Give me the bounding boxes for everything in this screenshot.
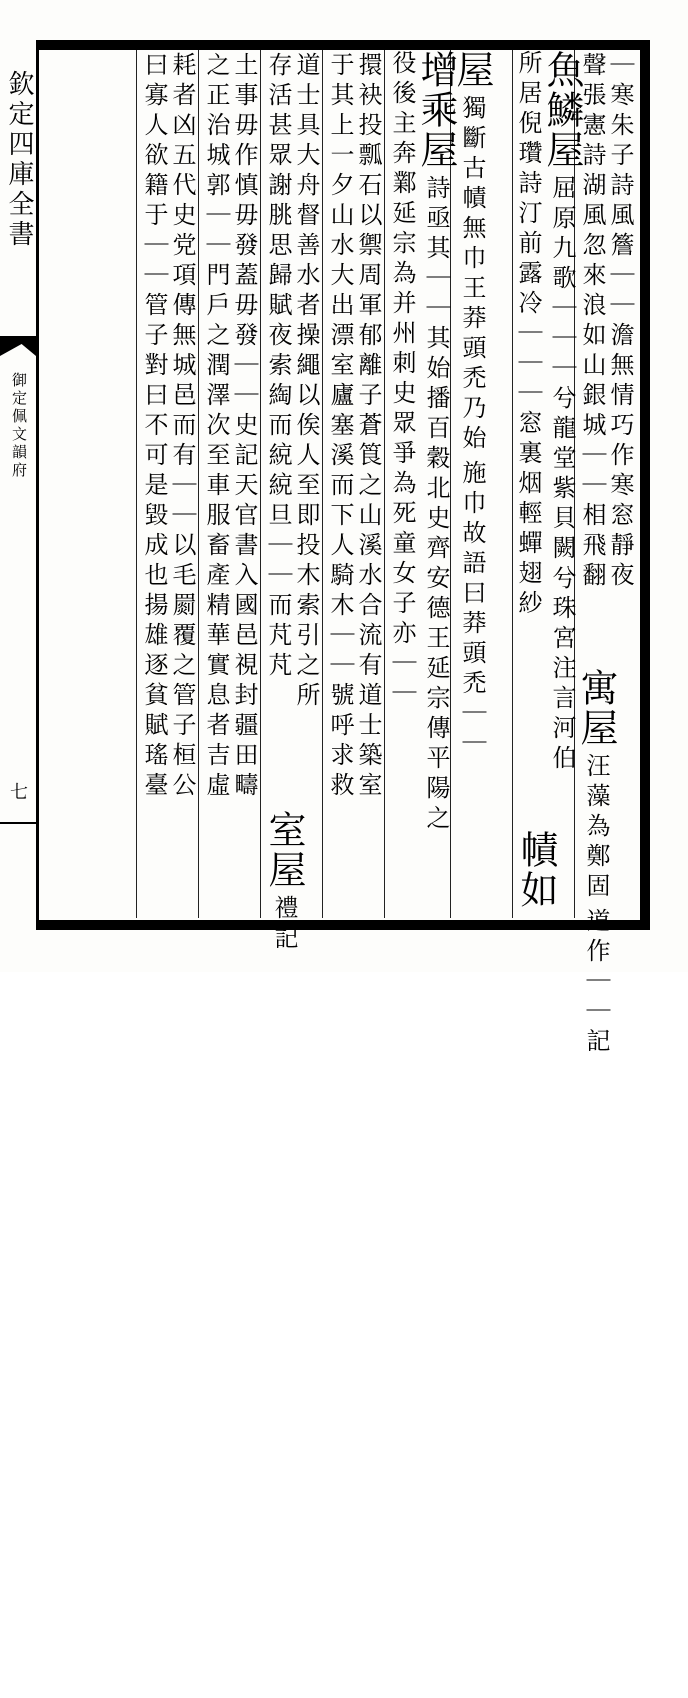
annotation-line: 道作｜｜記 xyxy=(582,908,610,1059)
text-column xyxy=(202,52,258,920)
annotation-line: 道士具大舟督善水者操繩以俟人至即投木索引之所 xyxy=(292,52,320,712)
column-divider xyxy=(384,50,385,918)
text-column xyxy=(326,52,382,920)
page-rule xyxy=(0,822,36,824)
annotation-line: 禮記 xyxy=(270,895,298,956)
page-number: 七 xyxy=(7,782,28,800)
column-divider xyxy=(136,50,137,918)
annotation-line: ｜寒朱子詩風簷｜｜澹無情巧作寒窓靜夜 xyxy=(606,52,634,592)
column-divider xyxy=(198,50,199,918)
annotation-line: 擐袂投瓢石以禦周軍郁離子蒼筤之山溪水合流有道士築室 xyxy=(354,52,382,802)
annotation-line: 獨斷古幘無巾王莽頭禿乃始 xyxy=(458,95,486,456)
annotation-line: 詩亟其｜｜其始播百穀北史齊安德王延宗傳平陽之 xyxy=(422,175,450,836)
annotation-line: 耗者凶五代史党項傳無城邑而有｜｜以毛罽覆之管子桓公 xyxy=(168,52,196,802)
entry-heading: 增乘屋 xyxy=(414,50,458,170)
annotation-line: 所居倪瓚詩汀前露冷｜｜｜窓裏烟輕蟬翅紗 xyxy=(514,50,542,620)
text-area xyxy=(40,50,638,1059)
text-column xyxy=(514,50,582,918)
page-margin xyxy=(0,50,36,920)
text-column xyxy=(264,810,304,1678)
fishtail-mark xyxy=(0,336,36,356)
frame-left-border xyxy=(36,40,39,930)
text-column xyxy=(576,668,616,1536)
entry-heading: 屋 xyxy=(450,50,494,90)
text-column xyxy=(452,50,492,918)
annotation-line: 汪藻為鄭固 xyxy=(582,753,610,904)
text-column xyxy=(140,52,196,920)
column-divider xyxy=(512,50,513,918)
annotation-line: 存活甚眾謝朓思歸賦夜索綯而綂綂旦｜｜而芃芃 xyxy=(264,52,292,682)
column-divider xyxy=(260,50,261,918)
annotation-line: 之正治城郭｜｜門戶之潤澤次至車服畜產精華實息者吉虛 xyxy=(202,52,230,802)
entry-heading: 幘如 xyxy=(514,830,558,910)
text-column xyxy=(516,830,556,1698)
annotation-line: 屈原九歌｜｜｜兮龍堂紫貝闕兮珠宮注言河伯 xyxy=(548,175,576,776)
book-title: 欽定四庫全書 xyxy=(4,70,34,250)
annotation-line: 曰寡人欲籍于｜｜管子對曰不可是毀成也揚雄逐貧賦瑤臺 xyxy=(140,52,168,802)
annotation-line: 施巾故語曰莽頭禿｜｜ xyxy=(458,460,486,761)
entry-heading: 魚鱗屋 xyxy=(540,50,584,170)
text-column xyxy=(264,52,320,920)
annotation-line: 土事毋作慎毋發蓋毋發｜｜史記天官書入國邑視封疆田疇 xyxy=(230,52,258,802)
column-divider xyxy=(322,50,323,918)
frame-top-border xyxy=(36,40,650,50)
annotation-line: 役後主奔鄴延宗為并州刺史眾爭為死童女子亦｜｜ xyxy=(388,50,416,710)
annotation-line: 聲張憲詩湖風忽來浪如山銀城｜｜相飛翻 xyxy=(578,52,606,592)
entry-heading: 室屋 xyxy=(262,810,306,890)
text-column xyxy=(388,50,456,918)
frame-right-border xyxy=(640,40,650,930)
book-subtitle: 御定佩文韻府 xyxy=(10,372,28,480)
entry-heading: 寓屋 xyxy=(574,668,618,748)
annotation-line: 于其上一夕山水大出漂室廬塞溪而下人騎木｜｜號呼求救 xyxy=(326,52,354,802)
frame-bottom-border xyxy=(36,920,650,930)
